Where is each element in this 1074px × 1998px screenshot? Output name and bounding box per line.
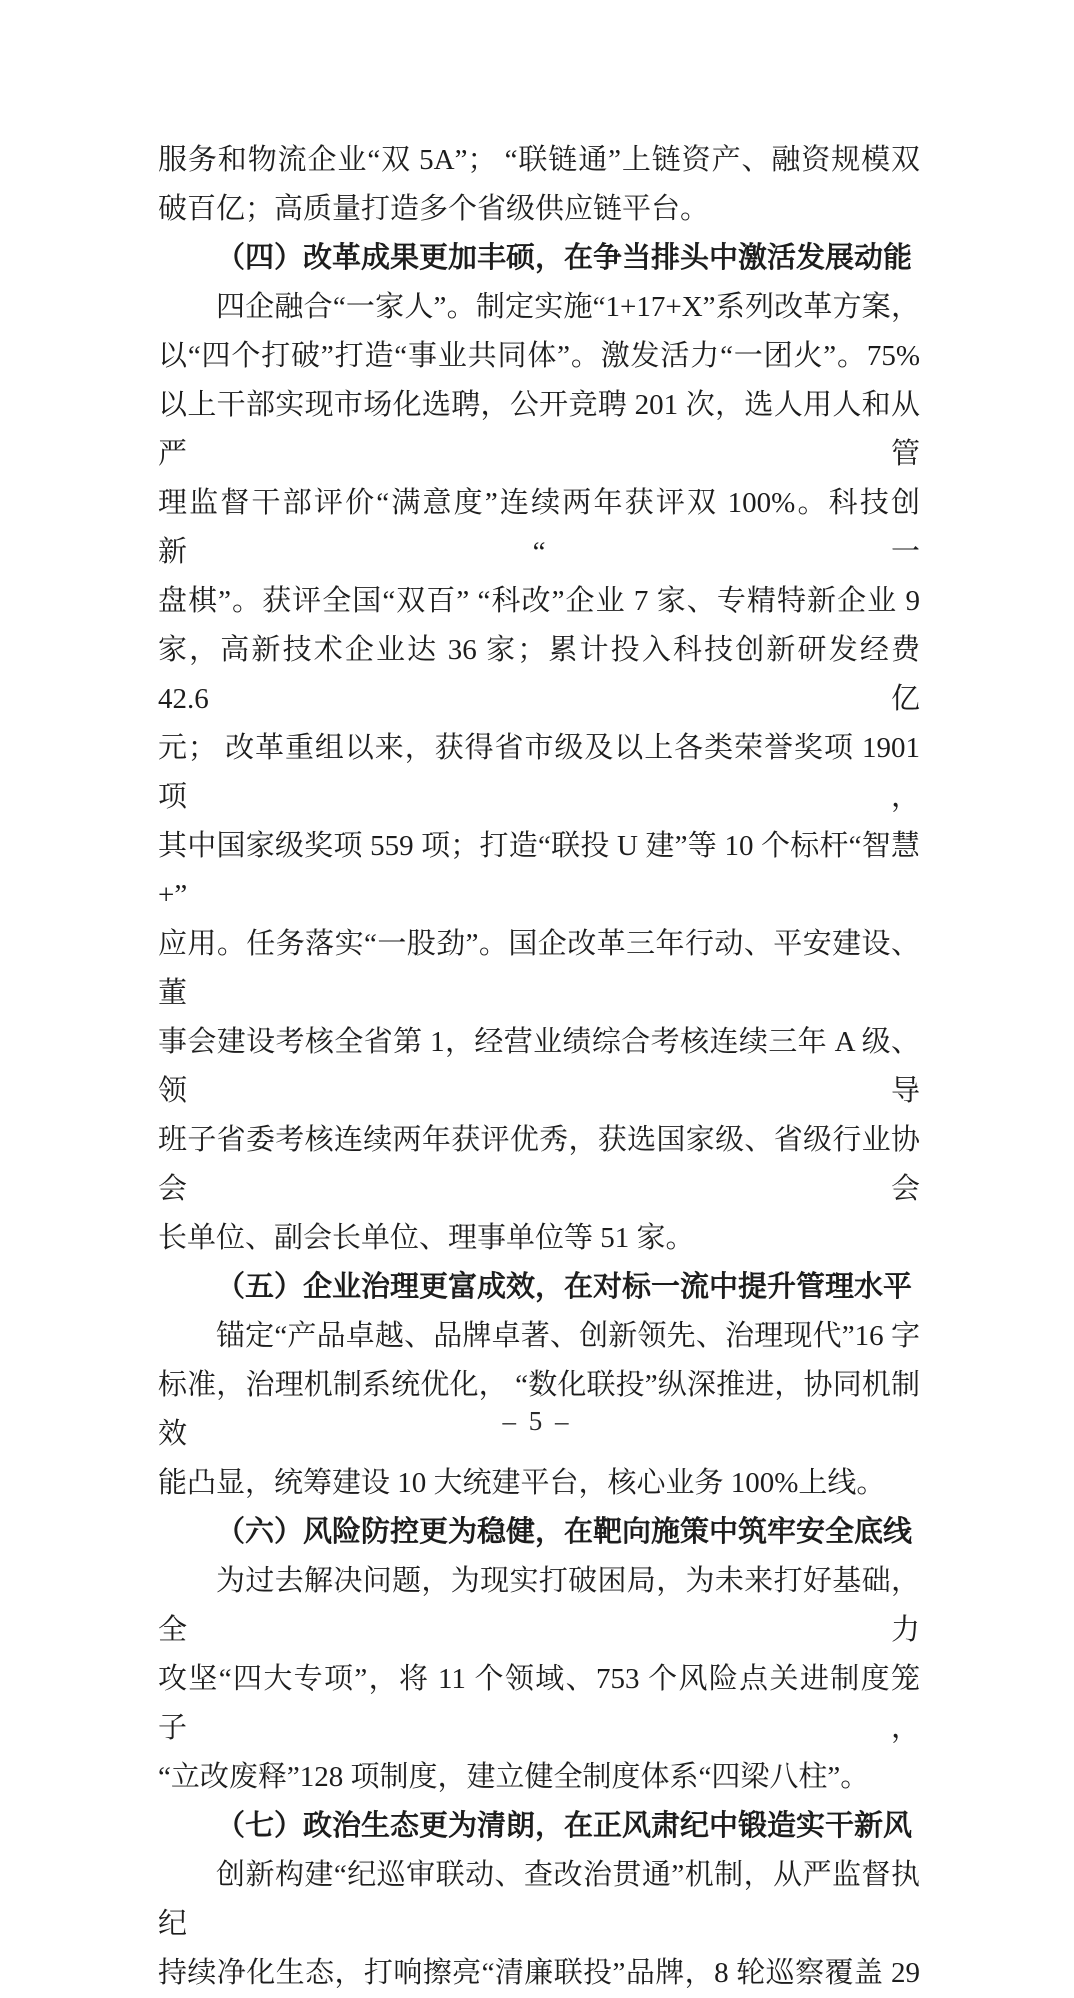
section-heading: （五）企业治理更富成效，在对标一流中提升管理水平 bbox=[216, 1271, 913, 1303]
text-line: 锚定“产品卓越、品牌卓著、创新领先、治理现代”16 字 bbox=[216, 1320, 920, 1352]
text-line: 元； 改革重组以来，获得省市级及以上各类荣誉奖项 1901 项， bbox=[158, 732, 920, 813]
section-heading: （七）政治生态更为清朗，在正风肃纪中锻造实干新风 bbox=[216, 1810, 913, 1842]
text-line: 为过去解决问题，为现实打破困局，为未来打好基础，全力 bbox=[158, 1565, 920, 1646]
text-line: 长单位、副会长单位、理事单位等 51 家。 bbox=[158, 1222, 695, 1254]
text-line: 服务和物流企业“双 5A”； “联链通”上链资产、融资规模双 bbox=[158, 144, 920, 176]
text-line: 家，高新技术企业达 36 家；累计投入科技创新研发经费 42.6 亿 bbox=[158, 634, 920, 715]
text-line: 能凸显，统筹建设 10 大统建平台，核心业务 100%上线。 bbox=[158, 1467, 886, 1499]
text-line: 破百亿；高质量打造多个省级供应链平台。 bbox=[158, 193, 710, 225]
text-line: 持续净化生态，打响擦亮“清廉联投”品牌，8 轮巡察覆盖 29 bbox=[158, 1957, 920, 1989]
text-line: 理监督干部评价“满意度”连续两年获评双 100%。科技创新“一 bbox=[158, 487, 920, 568]
text-line: 应用。任务落实“一股劲”。国企改革三年行动、平安建设、董 bbox=[158, 928, 920, 1009]
document-body bbox=[158, 136, 920, 1998]
text-line: 盘棋”。获评全国“双百” “科改”企业 7 家、专精特新企业 9 bbox=[158, 585, 920, 617]
text-line: 事会建设考核全省第 1，经营业绩综合考核连续三年 A 级、领导 bbox=[158, 1026, 920, 1107]
section-heading: （四）改革成果更加丰硕，在争当排头中激活发展动能 bbox=[216, 242, 913, 274]
section-heading: （六）风险防控更为稳健，在靶向施策中筑牢安全底线 bbox=[216, 1516, 913, 1548]
text-line: “立改废释”128 项制度，建立健全制度体系“四梁八柱”。 bbox=[158, 1761, 870, 1793]
text-line: 其中国家级奖项 559 项；打造“联投 U 建”等 10 个标杆“智慧+” bbox=[158, 830, 920, 911]
text-line: 创新构建“纪巡审联动、查改治贯通”机制，从严监督执纪 bbox=[158, 1859, 920, 1940]
text-line: 四企融合“一家人”。制定实施“1+17+X”系列改革方案， bbox=[216, 291, 920, 323]
text-line: 以“四个打破”打造“事业共同体”。激发活力“一团火”。75% bbox=[158, 340, 920, 372]
text-line: 班子省委考核连续两年获评优秀，获选国家级、省级行业协会会 bbox=[158, 1124, 920, 1205]
text-line: 以上干部实现市场化选聘，公开竞聘 201 次，选人用人和从严管 bbox=[158, 389, 920, 470]
text-line: 标准，治理机制系统优化， “数化联投”纵深推进，协同机制效 bbox=[158, 1369, 920, 1450]
text-line: 攻坚“四大专项”，将 11 个领域、753 个风险点关进制度笼子， bbox=[158, 1663, 920, 1744]
page-number: – 5 – bbox=[502, 1406, 572, 1436]
